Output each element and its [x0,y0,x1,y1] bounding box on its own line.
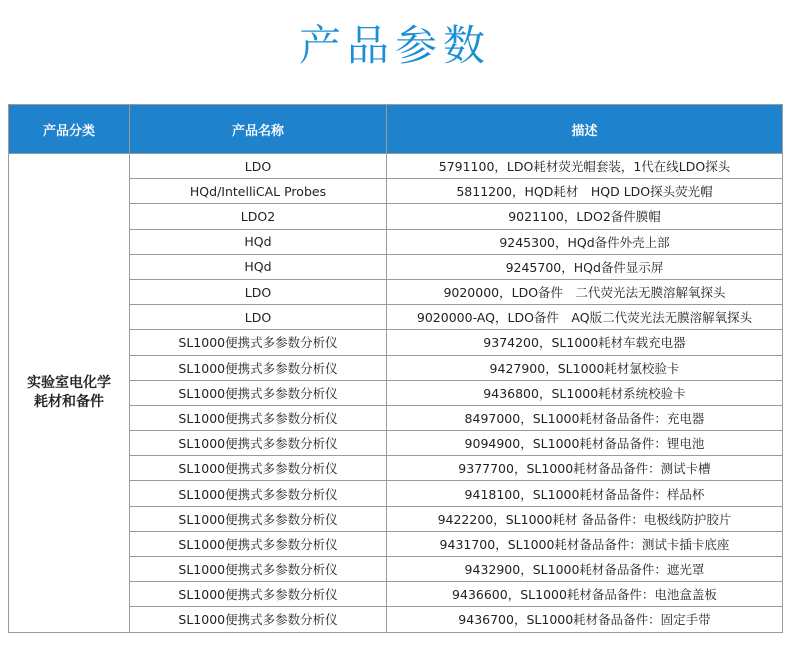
description-cell: 9094900，SL1000耗材备品备件：锂电池 [387,431,783,456]
description-cell: 9021100，LDO2备件膜帽 [387,204,783,229]
description-cell: 9377700，SL1000耗材备品备件：测试卡槽 [387,456,783,481]
product-name-cell: SL1000便携式多参数分析仪 [130,456,387,481]
header-description: 描述 [387,105,783,154]
description-cell: 5791100，LDO耗材荧光帽套装，1代在线LDO探头 [387,154,783,179]
product-name-cell: SL1000便携式多参数分析仪 [130,531,387,556]
product-name-cell: HQd [130,229,387,254]
product-name-cell: LDO [130,279,387,304]
description-cell: 9436600，SL1000耗材备品备件：电池盒盖板 [387,582,783,607]
description-cell: 9245300，HQd备件外壳上部 [387,229,783,254]
category-label-line: 耗材和备件 [34,393,104,410]
description-cell: 5811200，HQD耗材 HQD LDO探头荧光帽 [387,179,783,204]
product-name-cell: SL1000便携式多参数分析仪 [130,481,387,506]
product-name-cell: HQd [130,254,387,279]
category-cell [9,154,130,633]
description-cell: 9436700，SL1000耗材备品备件：固定手带 [387,607,783,632]
header-product-name: 产品名称 [130,105,387,154]
page-title: 产品参数 [298,21,491,70]
product-params-table [8,104,783,633]
product-name-cell: SL1000便携式多参数分析仪 [130,506,387,531]
description-cell: 9436800，SL1000耗材系统校验卡 [387,380,783,405]
header-category: 产品分类 [9,105,130,154]
description-cell: 8497000，SL1000耗材备品备件：充电器 [387,405,783,430]
product-name-cell: SL1000便携式多参数分析仪 [130,607,387,632]
product-name-cell: LDO [130,154,387,179]
description-cell: 9418100，SL1000耗材备品备件：样品杯 [387,481,783,506]
description-cell: 9020000-AQ，LDO备件 AQ版二代荧光法无膜溶解氧探头 [387,305,783,330]
product-name-cell: LDO2 [130,204,387,229]
description-cell: 9427900，SL1000耗材氯校验卡 [387,355,783,380]
product-name-cell: SL1000便携式多参数分析仪 [130,557,387,582]
table-header-row [9,105,783,154]
product-name-cell: SL1000便携式多参数分析仪 [130,405,387,430]
product-name-cell: SL1000便携式多参数分析仪 [130,431,387,456]
table-row [9,154,783,179]
description-cell: 9422200，SL1000耗材 备品备件：电极线防护胶片 [387,506,783,531]
product-name-cell: SL1000便携式多参数分析仪 [130,380,387,405]
category-label-line: 实验室电化学 [27,374,111,391]
product-name-cell: LDO [130,305,387,330]
description-cell: 9431700，SL1000耗材备品备件：测试卡插卡底座 [387,531,783,556]
description-cell: 9432900，SL1000耗材备品备件：遮光罩 [387,557,783,582]
product-name-cell: SL1000便携式多参数分析仪 [130,582,387,607]
description-cell: 9245700，HQd备件显示屏 [387,254,783,279]
product-name-cell: SL1000便携式多参数分析仪 [130,330,387,355]
description-cell: 9020000，LDO备件 二代荧光法无膜溶解氧探头 [387,279,783,304]
product-name-cell: SL1000便携式多参数分析仪 [130,355,387,380]
description-cell: 9374200，SL1000耗材车载充电器 [387,330,783,355]
product-name-cell: HQd/IntelliCAL Probes [130,179,387,204]
table-body [9,154,783,633]
